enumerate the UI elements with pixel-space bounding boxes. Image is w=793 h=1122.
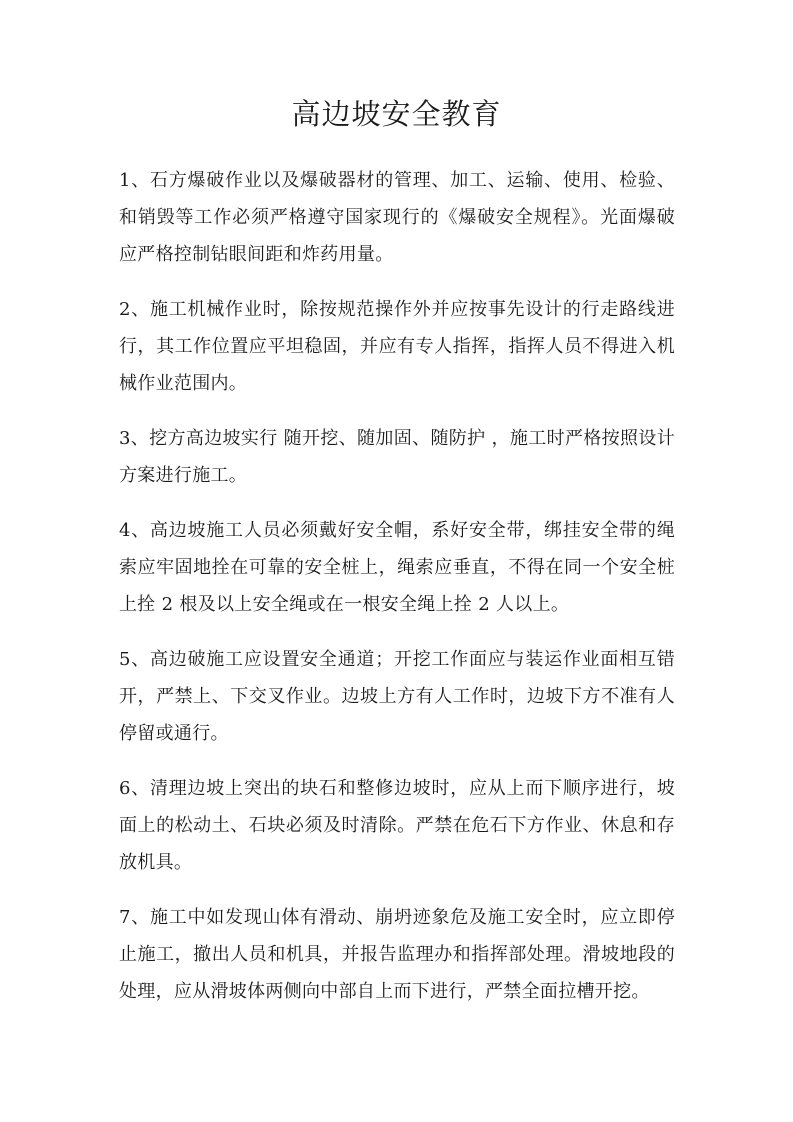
document-title: 高边坡安全教育 <box>291 97 502 131</box>
paragraph-5: 5、高边破施工应设置安全通道；开挖工作面应与装运作业面相互错开，严禁上、下交叉作业。边坡上方有人工作时，边坡下方不准有人停留或通行。 <box>119 649 675 744</box>
paragraph-4: 4、高边坡施工人员必须戴好安全帽，系好安全带，绑挂安全带的绳索应牢固地拴在可靠的安全桩上，绳索应垂直，不得在同一个安全桩上拴 2 根及以上安全绳或在一根安全绳上拴 2 人以上。 <box>119 520 675 615</box>
paragraph-3: 3、挖方高边坡实行 随开挖、随加固、随防护 ，施工时严格按照设计方案进行施工。 <box>119 428 675 486</box>
paragraph-6: 6、清理边坡上突出的块石和整修边坡时，应从上而下顺序进行，坡面上的松动土、石块必须及时清除。严禁在危石下方作业、休息和存放机具。 <box>119 778 675 873</box>
paragraph-1: 1、石方爆破作业以及爆破器材的管理、加工、运输、使用、检验、和销毁等工作必须严格遵守国家现行的《爆破安全规程》。光面爆破应严格控制钻眼间距和炸药用量。 <box>119 170 675 265</box>
paragraph-7: 7、施工中如发现山体有滑动、崩坍迹象危及施工安全时，应立即停止施工，撤出人员和机具，并报告监理办和指挥部处理。滑坡地段的处理，应从滑坡体两侧向中部自上而下进行，严禁全面拉槽开挖。 <box>119 907 675 1002</box>
paragraph-2: 2、施工机械作业时，除按规范操作外并应按事先设计的行走路线进行，其工作位置应平坦稳固，并应有专人指挥，指挥人员不得进入机械作业范围内。 <box>119 299 675 394</box>
document-body <box>119 162 675 1028</box>
